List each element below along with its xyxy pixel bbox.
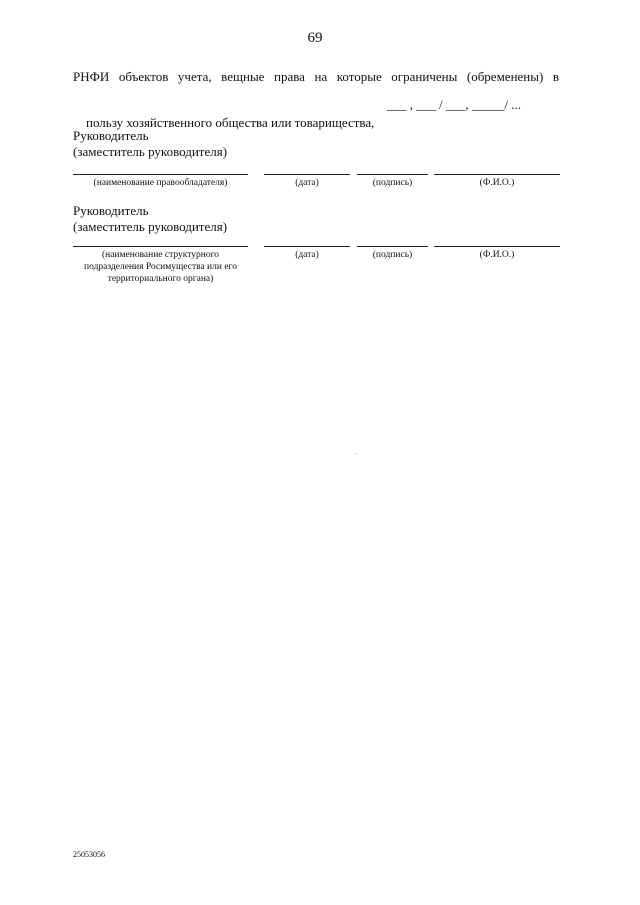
block2-caption-date: (дата) (295, 250, 319, 260)
block1-date-line (264, 174, 350, 175)
intro-line-2-text: пользу хозяйственного общества или товарищества, (86, 115, 375, 130)
block2-name-line (73, 246, 248, 247)
block2-caption-sign: (подпись) (372, 250, 413, 260)
block2-caption-fio: (Ф.И.О.) (479, 250, 515, 260)
intro-fill-fields: ___ , ___ / ___, _____/ ... (387, 97, 521, 112)
block1-sign-line (357, 174, 428, 175)
block1-caption-sign: (подпись) (372, 178, 413, 188)
block2-caption-name: (наименование структурного подразделения Росимущества или его территориального органа) (84, 250, 237, 284)
block2-heading (73, 203, 227, 235)
block2-fio-line (434, 246, 560, 247)
block1-name-line (73, 174, 248, 175)
block1-caption-name: (наименование правообладателя) (93, 178, 228, 188)
block2-heading-line1: Руководитель (73, 203, 149, 218)
page-number: 69 (307, 30, 323, 46)
block1-heading-line1: Руководитель (73, 128, 149, 143)
block1-caption-fio: (Ф.И.О.) (479, 178, 515, 188)
block1-caption-date: (дата) (295, 178, 319, 188)
block2-sign-line (357, 246, 428, 247)
block1-heading-line2: (заместитель руководителя) (73, 144, 228, 159)
scan-speck (355, 453, 356, 454)
block1-heading (73, 128, 227, 160)
intro-line-1: РНФИ объектов учета, вещные права на которые ограничены (обременены) в (73, 69, 559, 84)
block1-fio-line (434, 174, 560, 175)
block2-date-line (264, 246, 350, 247)
block2-heading-line2: (заместитель руководителя) (73, 219, 228, 234)
document-number: 25053056 (73, 850, 105, 859)
